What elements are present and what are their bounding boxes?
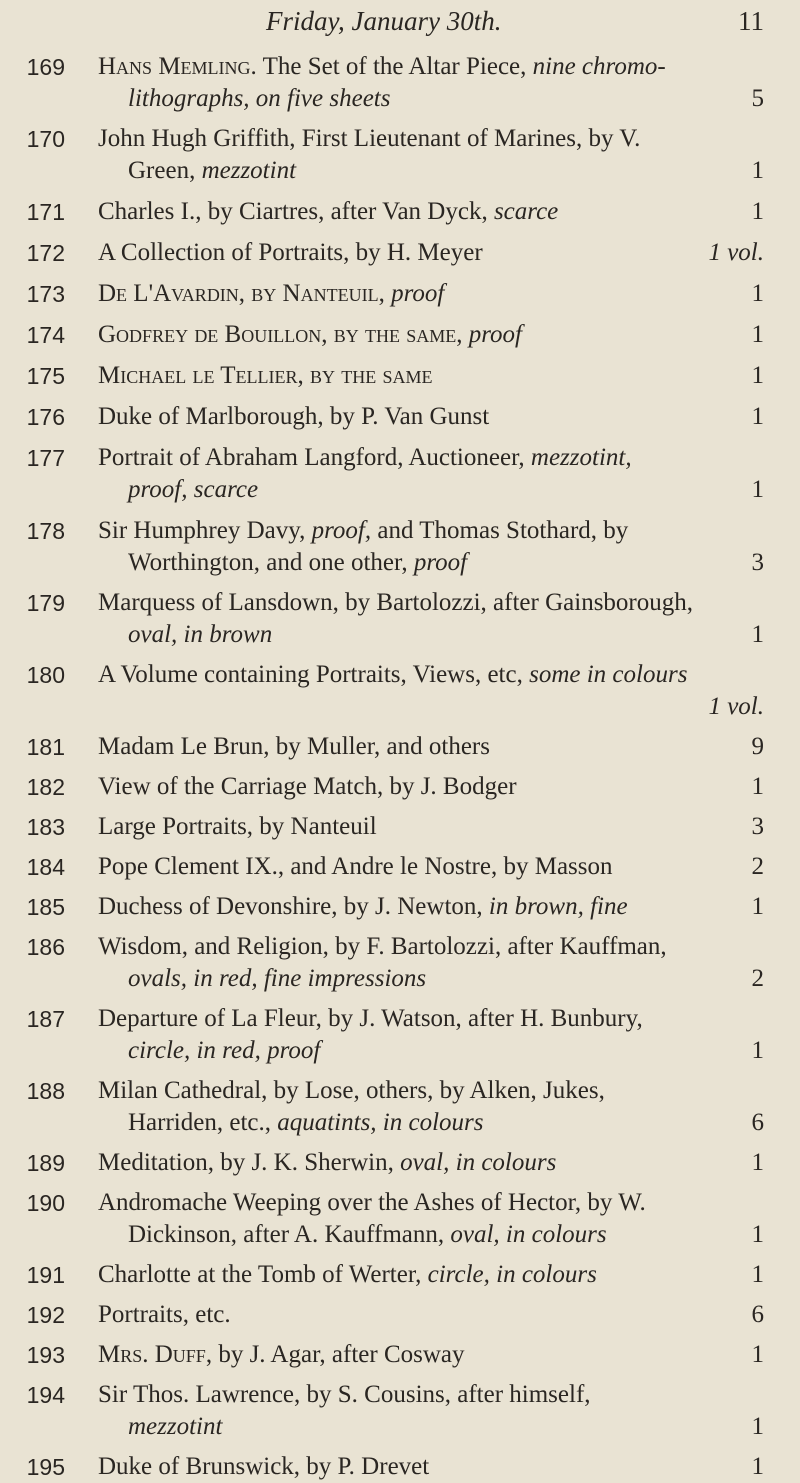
description-text: Michael le Tellier, by the same [98,362,433,389]
description-text: circle, in red, proof [128,1037,321,1064]
catalogue-lot [0,278,800,310]
catalogue-lot [0,1187,800,1251]
lot-number: 186 [26,934,65,960]
description-text: oval, in colours [450,1221,607,1248]
description-text: View of the Carriage Match, by J. Bodger [98,773,517,800]
catalogue-lot [0,731,800,763]
lot-description [98,891,628,923]
lot-number: 191 [26,1262,65,1288]
lot-quantity: 1 [751,1413,764,1440]
lot-number: 190 [26,1190,65,1216]
lot-number: 170 [26,126,65,152]
description-text: scarce [493,198,559,225]
lot-description [128,1219,607,1251]
description-text: Dickinson, after A. Kauffmann, [128,1221,451,1248]
description-text: Green, [128,157,202,184]
lot-description [98,1075,605,1107]
lot-description [98,1147,556,1179]
lot-line [128,547,764,579]
description-text: Marquess of Lansdown, by Bartolozzi, after Gainsborough, [98,589,693,616]
description-text: nine chromo- [532,53,666,80]
lot-line [98,931,764,963]
lot-line [98,401,764,433]
lot-line [98,1075,764,1107]
catalogue-lot [0,123,800,187]
catalogue-lot [0,659,800,723]
description-text: oval, in brown [128,621,273,648]
lot-number: 188 [26,1078,65,1104]
description-text: Harriden, etc., [128,1109,278,1136]
lot-quantity: 3 [751,813,764,840]
description-text: by J. Agar, after Cosway [212,1341,465,1368]
lot-line [98,1147,764,1179]
description-text: proof, [311,517,372,544]
description-text: ovals, in red, fine impressions [128,965,427,992]
page-title: Friday, January 30th. [266,6,502,36]
lot-line [98,731,764,763]
lot-line [98,891,764,923]
catalogue-lot [0,931,800,995]
lot-number: 179 [26,590,65,616]
lot-description [98,811,377,843]
lot-line [98,1379,764,1411]
description-text: Milan Cathedral, by Lose, others, by Alken, Jukes, [98,1077,605,1104]
lot-number: 177 [26,445,65,471]
lot-line [98,278,764,310]
description-text: The Set of the Altar Piece, [256,53,533,80]
lot-line [98,515,764,547]
lot-description [98,659,687,691]
lot-number: 178 [26,518,65,544]
description-text: A Volume containing Portraits, Views, etc, [98,661,530,688]
description-text: Mrs. Duff, [98,1341,213,1368]
lot-description [98,731,490,763]
lot-line [98,442,764,474]
catalogue-lot [0,515,800,579]
lot-description [128,1411,222,1443]
catalogue-lot [0,1451,800,1483]
lot-description [98,1187,646,1219]
description-text: aquatints, in colours [277,1109,484,1136]
lot-description [98,278,444,310]
lot-number: 194 [26,1382,65,1408]
lot-line [128,1219,764,1251]
lot-quantity: 6 [751,1301,764,1328]
lot-number: 171 [26,199,65,225]
lot-description [128,1035,320,1067]
lot-description [128,963,426,995]
lot-line [98,587,764,619]
catalogue-lot [0,1147,800,1179]
catalogue-lot [0,1379,800,1443]
description-text: John Hugh Griffith, First Lieutenant of Marines, by V. [98,125,641,152]
lot-description [98,1299,231,1331]
lot-quantity: 1 [751,362,764,389]
lot-line [98,237,764,269]
lot-quantity: 1 [751,321,764,348]
page-number: 11 [738,6,764,36]
lot-quantity: 1 [751,198,764,225]
lot-number: 181 [26,734,65,760]
lot-quantity: 5 [751,85,764,112]
lot-quantity: 1 [751,403,764,430]
lot-number: 187 [26,1006,65,1032]
lot-description [128,1107,484,1139]
lot-description [98,1451,429,1483]
lot-description [98,931,667,963]
catalogue-lot [0,196,800,228]
lot-description [98,360,433,392]
lot-number: 176 [26,404,65,430]
description-text: Duchess of Devonshire, by J. Newton, [98,893,489,920]
lot-number: 189 [26,1150,65,1176]
lot-description [98,515,628,547]
description-text: proof [413,549,468,576]
lot-line [98,1339,764,1371]
description-text: oval, in colours [400,1149,557,1176]
lot-quantity: 1 [751,621,764,648]
lot-line [98,1299,764,1331]
lot-quantity: 1 [751,1221,764,1248]
description-text: Worthington, and one other, [128,549,414,576]
lot-description [98,401,489,433]
lot-number: 195 [26,1454,65,1480]
page-header [0,6,800,46]
lot-quantity: 1 [751,1261,764,1288]
lot-description [98,587,693,619]
description-text: Wisdom, and Religion, by F. Bartolozzi, after Kauffman, [98,933,667,960]
lot-description [128,547,467,579]
description-text: lithographs, on five sheets [128,85,391,112]
lot-number: 180 [26,662,65,688]
description-text: in brown, fine [488,893,628,920]
lot-quantity: 6 [751,1109,764,1136]
lot-number: 175 [26,363,65,389]
lot-line [98,1003,764,1035]
lot-number: 185 [26,894,65,920]
lot-line [98,1451,764,1483]
catalogue-lot [0,1075,800,1139]
catalogue-lot [0,1003,800,1067]
lot-description [98,123,640,155]
lot-quantity: 9 [751,733,764,760]
description-text: mezzotint [201,157,297,184]
lot-number: 183 [26,814,65,840]
description-text: and Thomas Stothard, by [371,517,629,544]
lot-line [128,155,764,187]
catalogue-lot [0,237,800,269]
description-text: proof [391,280,445,307]
description-text: Hans Memling. [98,53,257,80]
lot-quantity: 1 [751,1149,764,1176]
lot-description [98,1003,643,1035]
catalogue-lot [0,851,800,883]
catalogue-lot [0,1259,800,1291]
description-text: proof [468,321,522,348]
lot-line [128,1107,764,1139]
lot-quantity: 3 [751,549,764,576]
lot-quantity: 2 [751,853,764,880]
description-text: Madam Le Brun, by Muller, and others [98,733,490,760]
description-text: De L'Avardin, by Nanteuil, [98,280,385,307]
lot-quantity: 1 [751,773,764,800]
lot-line [98,319,764,351]
lot-number: 193 [26,1342,65,1368]
lot-description [128,619,272,651]
lot-description [98,851,613,883]
lot-number: 184 [26,854,65,880]
catalogue-lot [0,442,800,506]
description-text: Portrait of Abraham Langford, Auctioneer, [98,444,531,471]
description-text: Departure of La Fleur, by J. Watson, after H. Bunbury, [98,1005,643,1032]
lot-line [98,771,764,803]
lot-line [128,474,764,506]
lot-line [98,811,764,843]
lot-quantity: 1 [751,1453,764,1480]
lot-line [98,851,764,883]
lot-quantity: 1 vol. [708,239,764,266]
lot-description [98,771,517,803]
lot-line [98,196,764,228]
catalogue-lot [0,891,800,923]
lot-quantity: 1 vol. [708,693,764,720]
lot-quantity: 1 [751,1341,764,1368]
description-text: Portraits, etc. [98,1301,231,1328]
description-text: Charles I., by Ciartres, after Van Dyck, [98,198,494,225]
lot-description [98,1339,465,1371]
lot-number: 182 [26,774,65,800]
catalogue-lot [0,771,800,803]
description-text: Charlotte at the Tomb of Werter, [98,1261,428,1288]
lot-description [128,83,390,115]
catalogue-lot [0,360,800,392]
catalogue-lot [0,811,800,843]
lot-line [128,1035,764,1067]
lot-line [98,1187,764,1219]
lot-number: 172 [26,240,65,266]
catalogue-lot [0,51,800,115]
description-text: Sir Thos. Lawrence, by S. Cousins, after himself, [98,1381,591,1408]
lot-line [98,659,764,691]
lot-number: 169 [26,54,65,80]
catalogue-lot [0,1339,800,1371]
lot-number: 192 [26,1302,65,1328]
lot-description [98,1259,597,1291]
description-text: mezzotint, [530,444,632,471]
lot-description [98,442,632,474]
lot-number: 173 [26,281,65,307]
description-text: mezzotint [128,1413,223,1440]
lot-description [98,237,483,269]
lot-list [0,51,800,1483]
lot-line [128,1411,764,1443]
lot-quantity: 2 [751,965,764,992]
description-text: Meditation, by J. K. Sherwin, [98,1149,401,1176]
lot-line [128,619,764,651]
catalogue-lot [0,401,800,433]
catalogue-lot [0,1299,800,1331]
lot-line [128,691,764,723]
catalogue-lot [0,319,800,351]
lot-line [98,1259,764,1291]
description-text: Duke of Marlborough, by P. Van Gunst [98,403,490,430]
lot-quantity: 1 [751,476,764,503]
description-text: A Collection of Portraits, by H. Meyer [98,239,483,266]
lot-description [98,319,522,351]
description-text: proof, scarce [128,476,259,503]
lot-line [98,360,764,392]
lot-description [98,51,666,83]
description-text: Sir Humphrey Davy, [98,517,312,544]
description-text: Andromache Weeping over the Ashes of Hector, by W. [98,1189,646,1216]
description-text: Godfrey de Bouillon, by the same, [98,321,463,348]
description-text: Duke of Brunswick, by P. Drevet [98,1453,430,1480]
lot-line [98,123,764,155]
lot-description [128,474,258,506]
description-text: some in colours [529,661,688,688]
lot-description [98,1379,591,1411]
description-text: Pope Clement IX., and Andre le Nostre, by Masson [98,853,613,880]
lot-line [128,963,764,995]
lot-quantity: 1 [751,157,764,184]
lot-number: 174 [26,322,65,348]
lot-line [98,51,764,83]
lot-description [98,196,558,228]
lot-line [128,83,764,115]
lot-quantity: 1 [751,893,764,920]
lot-description [128,155,296,187]
lot-quantity: 1 [751,1037,764,1064]
description-text: circle, in colours [427,1261,597,1288]
lot-quantity: 1 [751,280,764,307]
description-text: Large Portraits, by Nanteuil [98,813,377,840]
catalogue-lot [0,587,800,651]
